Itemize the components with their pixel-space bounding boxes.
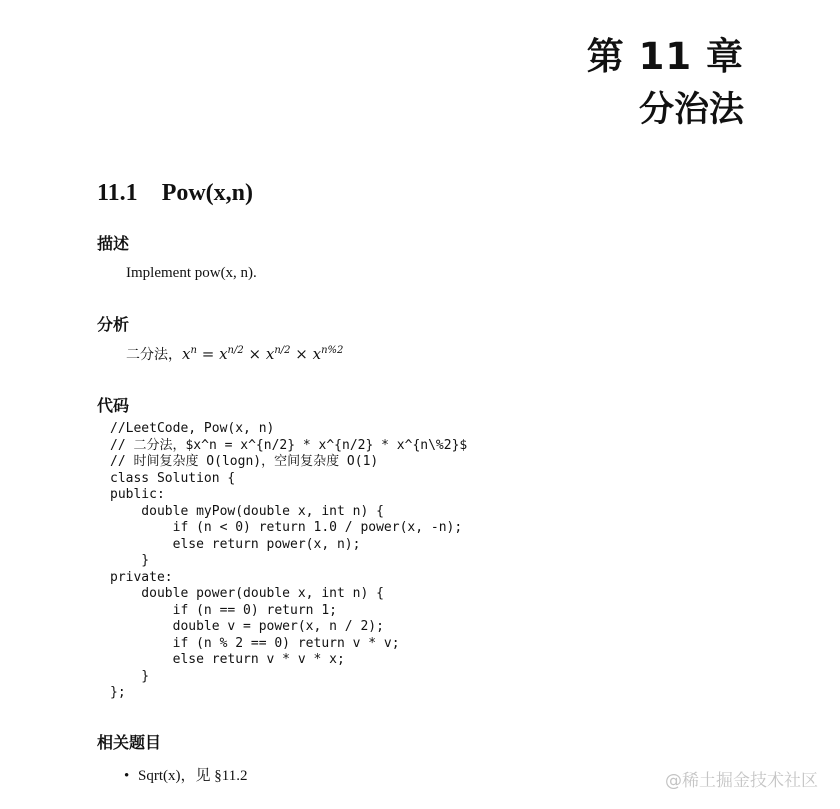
- code-line: else return power(x, n);: [110, 536, 361, 552]
- description-text: Implement pow(x, n).: [126, 265, 257, 281]
- section-title: Pow(x,n): [161, 180, 254, 206]
- formula-term3: x: [312, 345, 322, 363]
- watermark: @稀土掘金技术社区: [665, 771, 818, 791]
- code-line: else return v * v * x;: [110, 652, 345, 667]
- code-heading: 代码: [97, 396, 130, 415]
- formula-term1: x: [219, 345, 228, 363]
- related-link[interactable]: Sqrt(x)，见 §11.2: [138, 768, 248, 784]
- analysis-prefix: 二分法，: [126, 347, 182, 363]
- description-heading: 描述: [97, 234, 130, 253]
- related-list-item[interactable]: [124, 764, 247, 785]
- chapter-title: 分治法: [638, 90, 744, 130]
- formula-exponent2: n/2: [274, 345, 291, 356]
- related-heading: 相关题目: [97, 733, 162, 752]
- section-number: 11.1: [97, 180, 138, 206]
- analysis-formula: [182, 345, 343, 363]
- formula-lhs: x: [182, 345, 191, 363]
- code-line: private:: [110, 569, 173, 585]
- code-line: double v = power(x, n / 2);: [110, 619, 384, 634]
- code-line: public:: [110, 487, 165, 502]
- formula-equals: =: [201, 345, 215, 363]
- formula-exponent3: n%2: [321, 345, 344, 356]
- code-line: class Solution {: [110, 470, 236, 486]
- code-line: // 二分法，$x^n = x^{n/2} * x^{n/2} * x^{n\%2}$: [110, 437, 468, 453]
- code-block: [110, 421, 467, 702]
- analysis-text: [126, 344, 343, 364]
- formula-times2: ×: [295, 345, 308, 363]
- formula-term2: x: [265, 345, 275, 363]
- code-line: // 时间复杂度 O(logn)，空间复杂度 O(1): [110, 454, 379, 469]
- formula-lhs-exponent: n: [190, 345, 197, 356]
- code-line: }: [110, 553, 150, 568]
- bullet-point: •: [124, 768, 130, 784]
- code-line: if (n % 2 == 0) return v * v;: [110, 635, 400, 651]
- formula-times1: ×: [248, 345, 262, 363]
- formula-exponent1: n/2: [227, 345, 244, 356]
- code-line: };: [110, 685, 126, 700]
- code-line: }: [110, 668, 150, 684]
- code-line: double myPow(double x, int n) {: [110, 503, 384, 519]
- analysis-heading: 分析: [97, 315, 130, 334]
- code-line: //LeetCode, Pow(x, n): [110, 421, 275, 436]
- code-line: if (n < 0) return 1.0 / power(x, -n);: [110, 520, 463, 535]
- chapter-number: 第 11 章: [586, 35, 744, 78]
- section-heading: [97, 180, 253, 207]
- code-line: double power(double x, int n) {: [110, 586, 384, 601]
- code-line: if (n == 0) return 1;: [110, 602, 337, 618]
